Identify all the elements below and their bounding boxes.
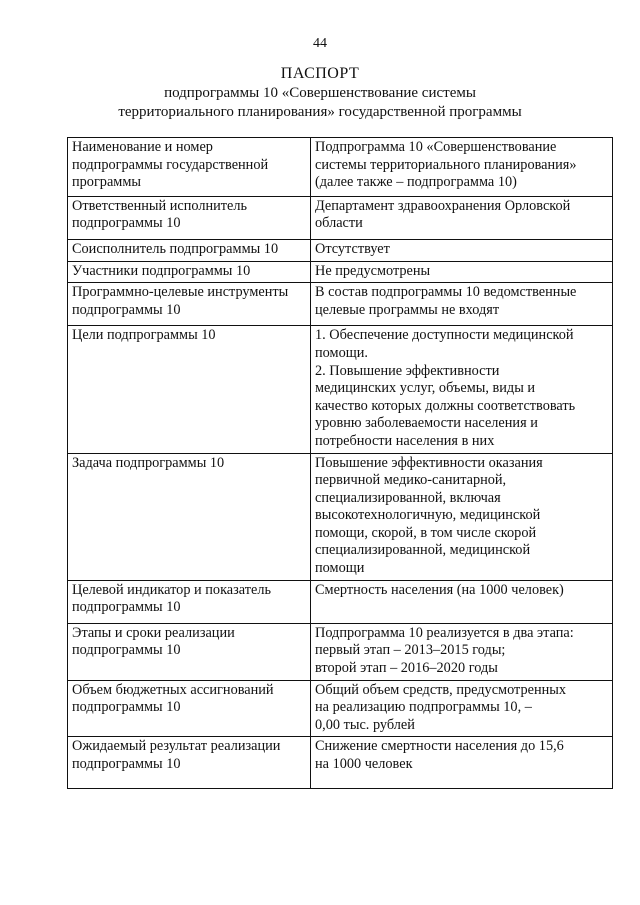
row-value-line: В состав подпрограммы 10 ведомственные (315, 284, 577, 301)
row-value-cell (311, 283, 613, 326)
row-label-line: подпрограммы 10 (72, 599, 181, 616)
row-value-line: Департамент здравоохранения Орловской (315, 197, 571, 214)
row-value-cell (311, 138, 613, 197)
row-value-line: первичной медико-санитарной, (315, 472, 507, 489)
passport-row (68, 326, 613, 453)
row-label-cell (68, 138, 311, 197)
passport-row (68, 196, 613, 239)
passport-table (67, 137, 613, 789)
passport-row (68, 138, 613, 197)
page-number: 44 (313, 36, 327, 51)
passport-row (68, 453, 613, 580)
passport-row (68, 680, 613, 737)
row-value-line: помощи. (315, 344, 368, 361)
row-value-line: помощи (315, 560, 365, 577)
row-value-line: медицинских услуг, объемы, виды и (315, 380, 536, 397)
row-value-line: качество которых должны соответствовать (315, 397, 576, 414)
row-value-cell (311, 261, 613, 283)
row-value-line: второй этап – 2016–2020 годы (315, 660, 498, 677)
row-value-line: Общий объем средств, предусмотренных (315, 681, 567, 698)
row-label-line: подпрограммы 10 (72, 301, 181, 318)
row-value-line: Отсутствует (315, 240, 390, 257)
passport-table-body (68, 138, 613, 789)
row-value-line: Подпрограмма 10 реализуется в два этапа: (315, 624, 574, 641)
row-label-cell (68, 196, 311, 239)
row-value-cell (311, 453, 613, 580)
document-title: ПАСПОРТ (280, 65, 360, 82)
row-value-line: первый этап – 2013–2015 годы; (315, 642, 506, 659)
row-value-line: уровню заболеваемости населения и (315, 415, 538, 432)
row-value-cell (311, 239, 613, 261)
row-label-cell (68, 623, 311, 680)
row-value-line: 2. Повышение эффективности (315, 362, 500, 379)
row-value-cell (311, 326, 613, 453)
row-label-cell (68, 261, 311, 283)
row-label-cell (68, 453, 311, 580)
passport-row (68, 737, 613, 788)
row-value-line: Смертность населения (на 1000 человек) (315, 581, 564, 598)
row-value-line: 0,00 тыс. рублей (315, 716, 415, 733)
row-label-cell (68, 737, 311, 788)
row-label-cell (68, 239, 311, 261)
row-value-cell (311, 623, 613, 680)
row-label-line: программы (72, 174, 142, 191)
row-label-line: подпрограммы 10 (72, 699, 181, 716)
row-value-cell (311, 737, 613, 788)
row-value-cell (311, 196, 613, 239)
row-label-line: подпрограммы государственной (72, 156, 269, 173)
row-value-line: области (315, 215, 363, 232)
row-value-line: на 1000 человек (315, 756, 413, 772)
document-subtitle (0, 84, 640, 122)
passport-row (68, 623, 613, 680)
row-label-line: подпрограммы 10 (72, 756, 181, 772)
row-value-line: Повышение эффективности оказания (315, 454, 543, 471)
row-label-line: Соисполнитель подпрограммы 10 (72, 240, 279, 257)
row-value-line: 1. Обеспечение доступности медицинской (315, 327, 574, 344)
row-label-line: Ожидаемый результат реализации (72, 738, 281, 755)
row-label-line: Объем бюджетных ассигнований (72, 681, 274, 698)
row-label-line: Программно-целевые инструменты (72, 284, 289, 301)
passport-row (68, 239, 613, 261)
row-value-cell (311, 580, 613, 623)
row-value-line: Снижение смертности населения до 15,6 (315, 738, 564, 755)
row-label-line: Цели подпрограммы 10 (72, 327, 216, 344)
row-value-line: Подпрограмма 10 «Совершенствование (315, 139, 557, 155)
row-label-cell (68, 326, 311, 453)
row-value-cell (311, 680, 613, 737)
passport-row (68, 261, 613, 283)
row-value-line: Не предусмотрены (315, 262, 431, 279)
row-label-cell (68, 680, 311, 737)
row-value-line: (далее также – подпрограмма 10) (315, 174, 517, 191)
passport-row (68, 283, 613, 326)
row-label-line: подпрограммы 10 (72, 215, 181, 232)
row-value-line: специализированной, медицинской (315, 542, 531, 559)
row-value-line: на реализацию подпрограммы 10, – (315, 699, 532, 716)
row-value-line: системы территориального планирования» (315, 156, 577, 173)
row-label-line: Задача подпрограммы 10 (72, 454, 225, 471)
row-label-line: Этапы и сроки реализации (72, 624, 235, 641)
row-label-line: Участники подпрограммы 10 (72, 262, 251, 279)
subtitle-line: подпрограммы 10 «Совершенствование системы (164, 85, 476, 101)
passport-row (68, 580, 613, 623)
row-value-line: специализированной, включая (315, 489, 501, 506)
row-label-cell (68, 283, 311, 326)
row-label-line: Целевой индикатор и показатель (72, 581, 272, 598)
row-value-line: целевые программы не входят (315, 301, 500, 318)
row-label-cell (68, 580, 311, 623)
row-label-line: Наименование и номер (72, 139, 213, 155)
row-label-line: Ответственный исполнитель (72, 197, 248, 214)
row-value-line: потребности населения в них (315, 432, 495, 449)
row-label-line: подпрограммы 10 (72, 642, 181, 659)
row-value-line: высокотехнологичную, медицинской (315, 507, 541, 524)
subtitle-line: территориального планирования» государственной программы (118, 104, 522, 120)
row-value-line: помощи, скорой, в том числе скорой (315, 524, 537, 541)
